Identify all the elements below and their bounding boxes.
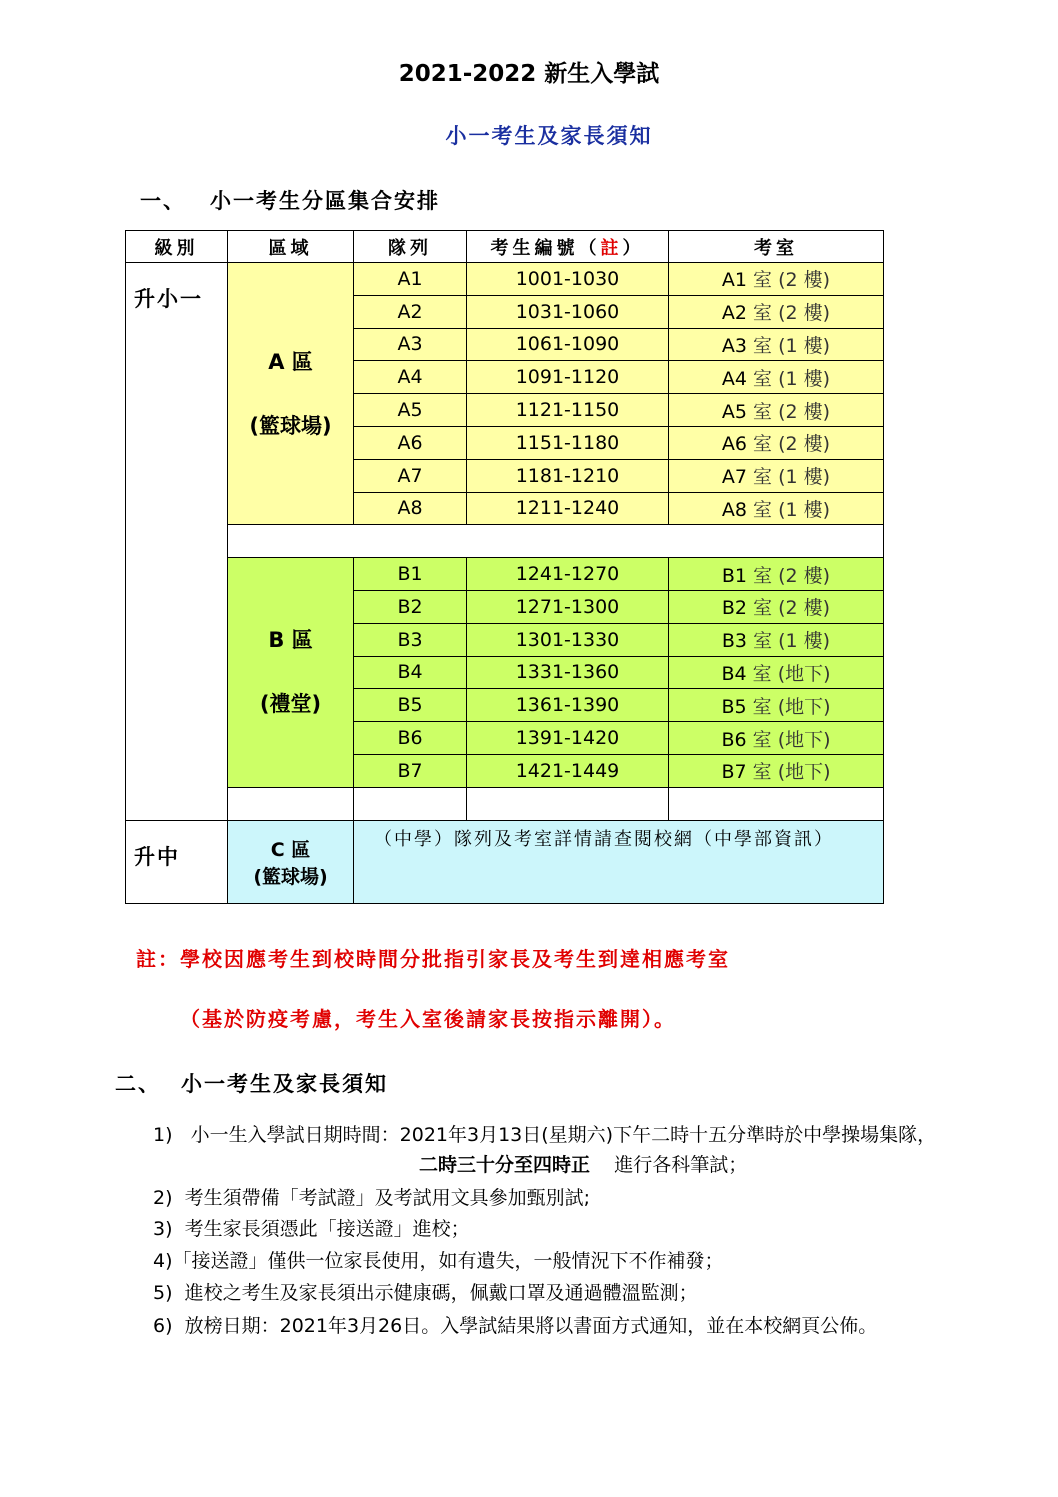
room-floor: (地下) <box>777 761 831 784</box>
room-floor: (1 樓) <box>778 367 831 390</box>
queue-label: A4 <box>397 366 423 389</box>
queue-cell <box>354 328 467 361</box>
room-floor: (1 樓) <box>778 466 831 489</box>
room-code: B3 <box>721 630 748 653</box>
room-word: 室 <box>753 597 773 620</box>
candidate-id-cell <box>467 722 669 755</box>
zone-venue: (籃球場) <box>249 413 332 438</box>
section-1-heading <box>140 185 440 215</box>
section-2-number: 二、 <box>115 1072 161 1096</box>
room-code: A2 <box>721 302 747 325</box>
queue-cell <box>354 361 467 394</box>
room-cell <box>669 722 884 755</box>
candidate-id-cell <box>467 656 669 689</box>
table-row <box>126 263 884 296</box>
room-floor: (地下) <box>777 662 831 685</box>
item-number: 6) <box>153 1315 173 1337</box>
candidate-id-range: 1031-1060 <box>515 300 620 323</box>
room-floor: (地下) <box>777 728 831 751</box>
list-item <box>153 1183 590 1210</box>
room-cell <box>669 590 884 623</box>
room-floor: (2 樓) <box>778 433 831 456</box>
queue-cell <box>354 754 467 787</box>
queue-cell <box>354 263 467 296</box>
queue-label: A8 <box>397 497 423 520</box>
room-word: 室 <box>753 498 773 521</box>
candidate-id-cell <box>467 295 669 328</box>
candidate-id-range: 1271-1300 <box>515 595 620 618</box>
room-code: A1 <box>721 269 747 292</box>
empty-cell <box>228 787 354 820</box>
candidate-id-cell <box>467 328 669 361</box>
candidate-id-range: 1421-1449 <box>515 759 620 782</box>
item-number: 5) <box>153 1282 173 1304</box>
room-cell <box>669 689 884 722</box>
room-cell <box>669 656 884 689</box>
queue-label: A7 <box>397 464 423 487</box>
candidate-id-cell <box>467 754 669 787</box>
candidate-id-cell <box>467 689 669 722</box>
candidate-id-range: 1091-1120 <box>515 366 620 389</box>
section-1-number: 一、 <box>140 189 186 213</box>
room-word: 室 <box>753 334 773 357</box>
grade-cell <box>126 820 228 903</box>
item-text: 考生家長須憑此「接送證」進校； <box>184 1218 470 1240</box>
room-cell <box>669 263 884 296</box>
item-text: 進行各科筆試； <box>614 1154 748 1176</box>
room-floor: (2 樓) <box>778 564 831 587</box>
room-word: 室 <box>753 433 773 456</box>
zone-name: C 區 <box>270 838 311 861</box>
room-cell <box>669 328 884 361</box>
item-text: 考生須帶備「考試證」及考試用文具參加甄別試; <box>184 1187 591 1209</box>
zone-name-line <box>228 835 353 862</box>
item-text: 放榜日期：2021年3月26日。入學試結果將以書面方式通知，並在本校網頁公佈。 <box>184 1315 878 1337</box>
room-code: B7 <box>721 761 747 784</box>
item-number: 2) <box>153 1187 173 1209</box>
candidate-id-cell <box>467 590 669 623</box>
queue-cell <box>354 492 467 525</box>
room-word: 室 <box>753 302 773 325</box>
room-word: 室 <box>753 466 773 489</box>
room-cell <box>669 558 884 591</box>
room-code: B4 <box>721 662 747 685</box>
list-item <box>153 1246 724 1273</box>
zone-venue-line <box>228 394 353 458</box>
zone-cell <box>228 263 354 525</box>
queue-cell <box>354 394 467 427</box>
zone-name: A 區 <box>268 349 313 374</box>
room-cell <box>669 394 884 427</box>
queue-cell <box>354 426 467 459</box>
item-text: 進校之考生及家長須出示健康碼，佩戴口罩及通過體溫監測； <box>184 1282 698 1304</box>
zone-name: B 區 <box>268 628 313 653</box>
spacer-cell <box>228 525 884 558</box>
room-code: B5 <box>721 695 747 718</box>
item-number: 3) <box>153 1218 173 1240</box>
queue-label: B2 <box>397 595 423 618</box>
empty-cell <box>354 787 467 820</box>
queue-cell <box>354 656 467 689</box>
header-room: 考室 <box>669 231 884 263</box>
room-code: A7 <box>721 466 747 489</box>
candidate-id-range: 1391-1420 <box>515 727 620 750</box>
zone-venue-line <box>228 672 353 736</box>
zone-cell <box>228 820 354 903</box>
room-word: 室 <box>753 269 773 292</box>
candidate-id-range: 1061-1090 <box>515 333 620 356</box>
candidate-id-cell <box>467 394 669 427</box>
queue-cell <box>354 590 467 623</box>
secondary-info-cell <box>354 820 884 903</box>
room-floor: (2 樓) <box>778 400 831 423</box>
spacer-row <box>126 525 884 558</box>
queue-label: B4 <box>397 661 423 684</box>
secondary-info-text: （中學）隊列及考室詳情請查閱校網（中學部資訊） <box>374 828 834 850</box>
queue-label: B6 <box>397 727 423 750</box>
grade-label: 升小一 <box>134 287 203 311</box>
grade-cell <box>126 263 228 821</box>
zone-venue-line <box>228 862 353 889</box>
room-code: B2 <box>721 597 748 620</box>
note-line-2: （基於防疫考慮，考生入室後請家長按指示離開）。 <box>180 1007 676 1031</box>
candidate-id-range: 1211-1240 <box>515 497 620 520</box>
queue-label: A6 <box>397 431 423 454</box>
candidate-id-cell <box>467 459 669 492</box>
room-cell <box>669 754 884 787</box>
candidate-id-range: 1151-1180 <box>515 431 620 454</box>
candidate-id-range: 1001-1030 <box>515 267 620 290</box>
queue-cell <box>354 689 467 722</box>
candidate-id-range: 1361-1390 <box>515 694 620 717</box>
room-floor: (地下) <box>777 695 831 718</box>
candidate-id-cell <box>467 426 669 459</box>
room-word: 室 <box>752 695 772 718</box>
zone-name-line <box>228 608 353 672</box>
candidate-id-cell <box>467 623 669 656</box>
candidate-id-range: 1241-1270 <box>515 563 620 586</box>
room-code: A8 <box>721 498 747 521</box>
item-text: 小一生入學試日期時間：2021年3月13日(星期六)下午二時十五分準時於中學操場集隊， <box>190 1124 937 1146</box>
section-2-title: 小一考生及家長須知 <box>181 1072 388 1096</box>
queue-cell <box>354 295 467 328</box>
table-header-row <box>126 231 884 263</box>
queue-label: A3 <box>397 333 423 356</box>
room-cell <box>669 295 884 328</box>
table-row <box>126 558 884 591</box>
room-word: 室 <box>753 367 773 390</box>
header-id-prefix: 考生編號（ <box>490 237 601 259</box>
empty-cell <box>669 787 884 820</box>
candidate-id-cell <box>467 263 669 296</box>
grade-label: 升中 <box>134 844 180 869</box>
queue-label: B3 <box>397 628 423 651</box>
queue-cell <box>354 722 467 755</box>
room-word: 室 <box>753 564 773 587</box>
room-cell <box>669 623 884 656</box>
zone-venue: (禮堂) <box>259 692 322 717</box>
room-word: 室 <box>752 728 772 751</box>
candidate-id-cell <box>467 492 669 525</box>
room-cell <box>669 426 884 459</box>
queue-label: A1 <box>397 267 423 290</box>
note-line-1: 註：學校因應考生到校時間分批指引家長及考生到達相應考室 <box>136 947 730 971</box>
room-code: A6 <box>721 433 747 456</box>
header-id-note: 註 <box>600 237 623 259</box>
empty-cell <box>467 787 669 820</box>
queue-label: B5 <box>397 694 423 717</box>
candidate-id-cell <box>467 558 669 591</box>
candidate-id-range: 1331-1360 <box>515 661 620 684</box>
page-subtitle: 小一考生及家長須知 <box>445 124 653 148</box>
item-number: 4) <box>153 1250 173 1272</box>
list-item <box>153 1311 877 1338</box>
queue-label: B7 <box>397 759 423 782</box>
page-title: 2021-2022 新生入學試 <box>398 61 660 87</box>
room-word: 室 <box>752 662 772 685</box>
room-word: 室 <box>752 761 772 784</box>
room-floor: (1 樓) <box>778 334 831 357</box>
queue-cell <box>354 558 467 591</box>
list-item <box>419 1150 747 1177</box>
room-code: B6 <box>721 728 747 751</box>
header-zone: 區域 <box>228 231 354 263</box>
zone-venue: (籃球場) <box>253 865 328 888</box>
queue-label: A2 <box>397 300 423 323</box>
room-floor: (1 樓) <box>778 498 831 521</box>
list-item <box>153 1214 470 1241</box>
item-number: 1) <box>153 1124 173 1146</box>
room-code: A3 <box>721 334 747 357</box>
queue-label: B1 <box>397 563 423 586</box>
empty-row <box>126 787 884 820</box>
header-candidate-id <box>467 231 669 263</box>
room-word: 室 <box>753 630 773 653</box>
room-cell <box>669 492 884 525</box>
arrangement-table <box>125 230 884 904</box>
room-cell <box>669 459 884 492</box>
list-item <box>153 1120 936 1147</box>
list-item <box>153 1278 698 1305</box>
section-1-title: 小一考生分區集合安排 <box>210 189 440 213</box>
header-grade: 級別 <box>126 231 228 263</box>
zone-cell <box>228 558 354 788</box>
room-code: B1 <box>721 564 748 587</box>
room-floor: (2 樓) <box>778 302 831 325</box>
header-queue: 隊列 <box>354 231 467 263</box>
zone-name-line <box>228 330 353 394</box>
room-cell <box>669 361 884 394</box>
room-floor: (1 樓) <box>778 630 831 653</box>
item-text: 二時三十分至四時正 <box>419 1154 591 1176</box>
candidate-id-range: 1121-1150 <box>515 399 620 422</box>
queue-cell <box>354 459 467 492</box>
candidate-id-range: 1301-1330 <box>515 628 620 651</box>
room-floor: (2 樓) <box>778 597 831 620</box>
item-text: 「接送證」僅供一位家長使用，如有遺失，一般情況下不作補發； <box>172 1250 724 1272</box>
room-code: A4 <box>721 367 747 390</box>
header-id-suffix: ） <box>622 237 645 259</box>
room-floor: (2 樓) <box>778 269 831 292</box>
table-row-secondary <box>126 820 884 903</box>
queue-label: A5 <box>397 399 423 422</box>
section-2-heading <box>115 1068 388 1098</box>
queue-cell <box>354 623 467 656</box>
candidate-id-range: 1181-1210 <box>515 464 620 487</box>
room-code: A5 <box>721 400 747 423</box>
room-word: 室 <box>753 400 773 423</box>
candidate-id-cell <box>467 361 669 394</box>
